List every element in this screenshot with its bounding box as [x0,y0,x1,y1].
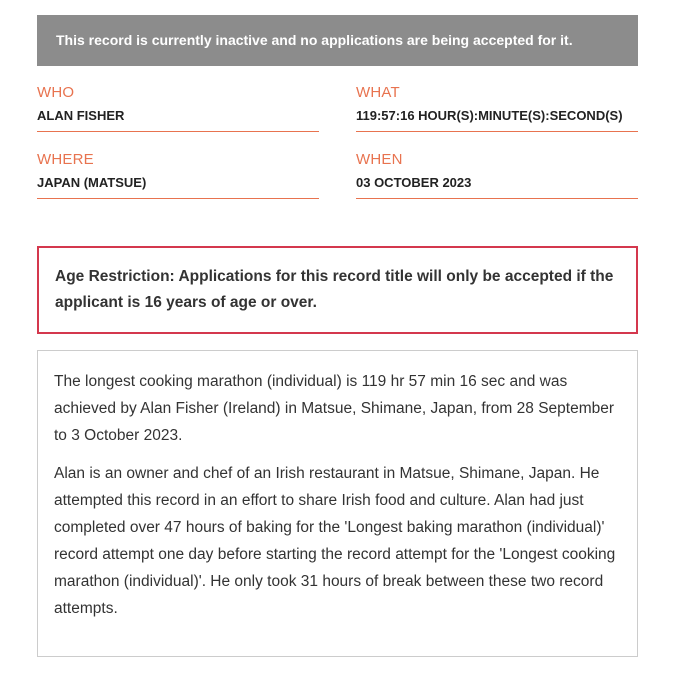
when-label: WHEN [356,151,403,168]
what-label: WHAT [356,84,400,101]
where-value: JAPAN (MATSUE) [37,175,147,190]
record-description [37,350,638,657]
description-paragraph-2: Alan is an owner and chef of an Irish restaurant in Matsue, Shimane, Japan. He attempted this record in an effort to share Irish food and culture. Alan had just completed over 47 hours of baking for the 'Longest baking marathon (individual)' record attempt one day before starting the record attempt for the 'Longest cooking marathon (individual)'. He only took 31 hours of break between these two record attempts. [54,465,616,617]
banner-text: This record is currently inactive and no applications are being accepted for it. [56,32,573,48]
when-value: 03 OCTOBER 2023 [356,175,472,190]
detail-when [356,151,638,199]
detail-where [37,151,319,199]
detail-what [356,84,638,132]
detail-who [37,84,319,132]
where-label: WHERE [37,151,94,168]
inactive-record-banner [37,15,638,66]
age-restriction-text: Age Restriction: Applications for this record title will only be accepted if the applicant is 16 years of age or over. [55,268,614,311]
what-value: 119:57:16 HOUR(S):MINUTE(S):SECOND(S) [356,108,623,123]
description-paragraph-1: The longest cooking marathon (individual) is 119 hr 57 min 16 sec and was achieved by Alan Fisher (Ireland) in Matsue, Shimane, Japan, from 28 September to 3 October 2023. [54,373,615,444]
age-restriction-notice [37,246,638,334]
who-value: ALAN FISHER [37,108,125,123]
who-label: WHO [37,84,75,101]
